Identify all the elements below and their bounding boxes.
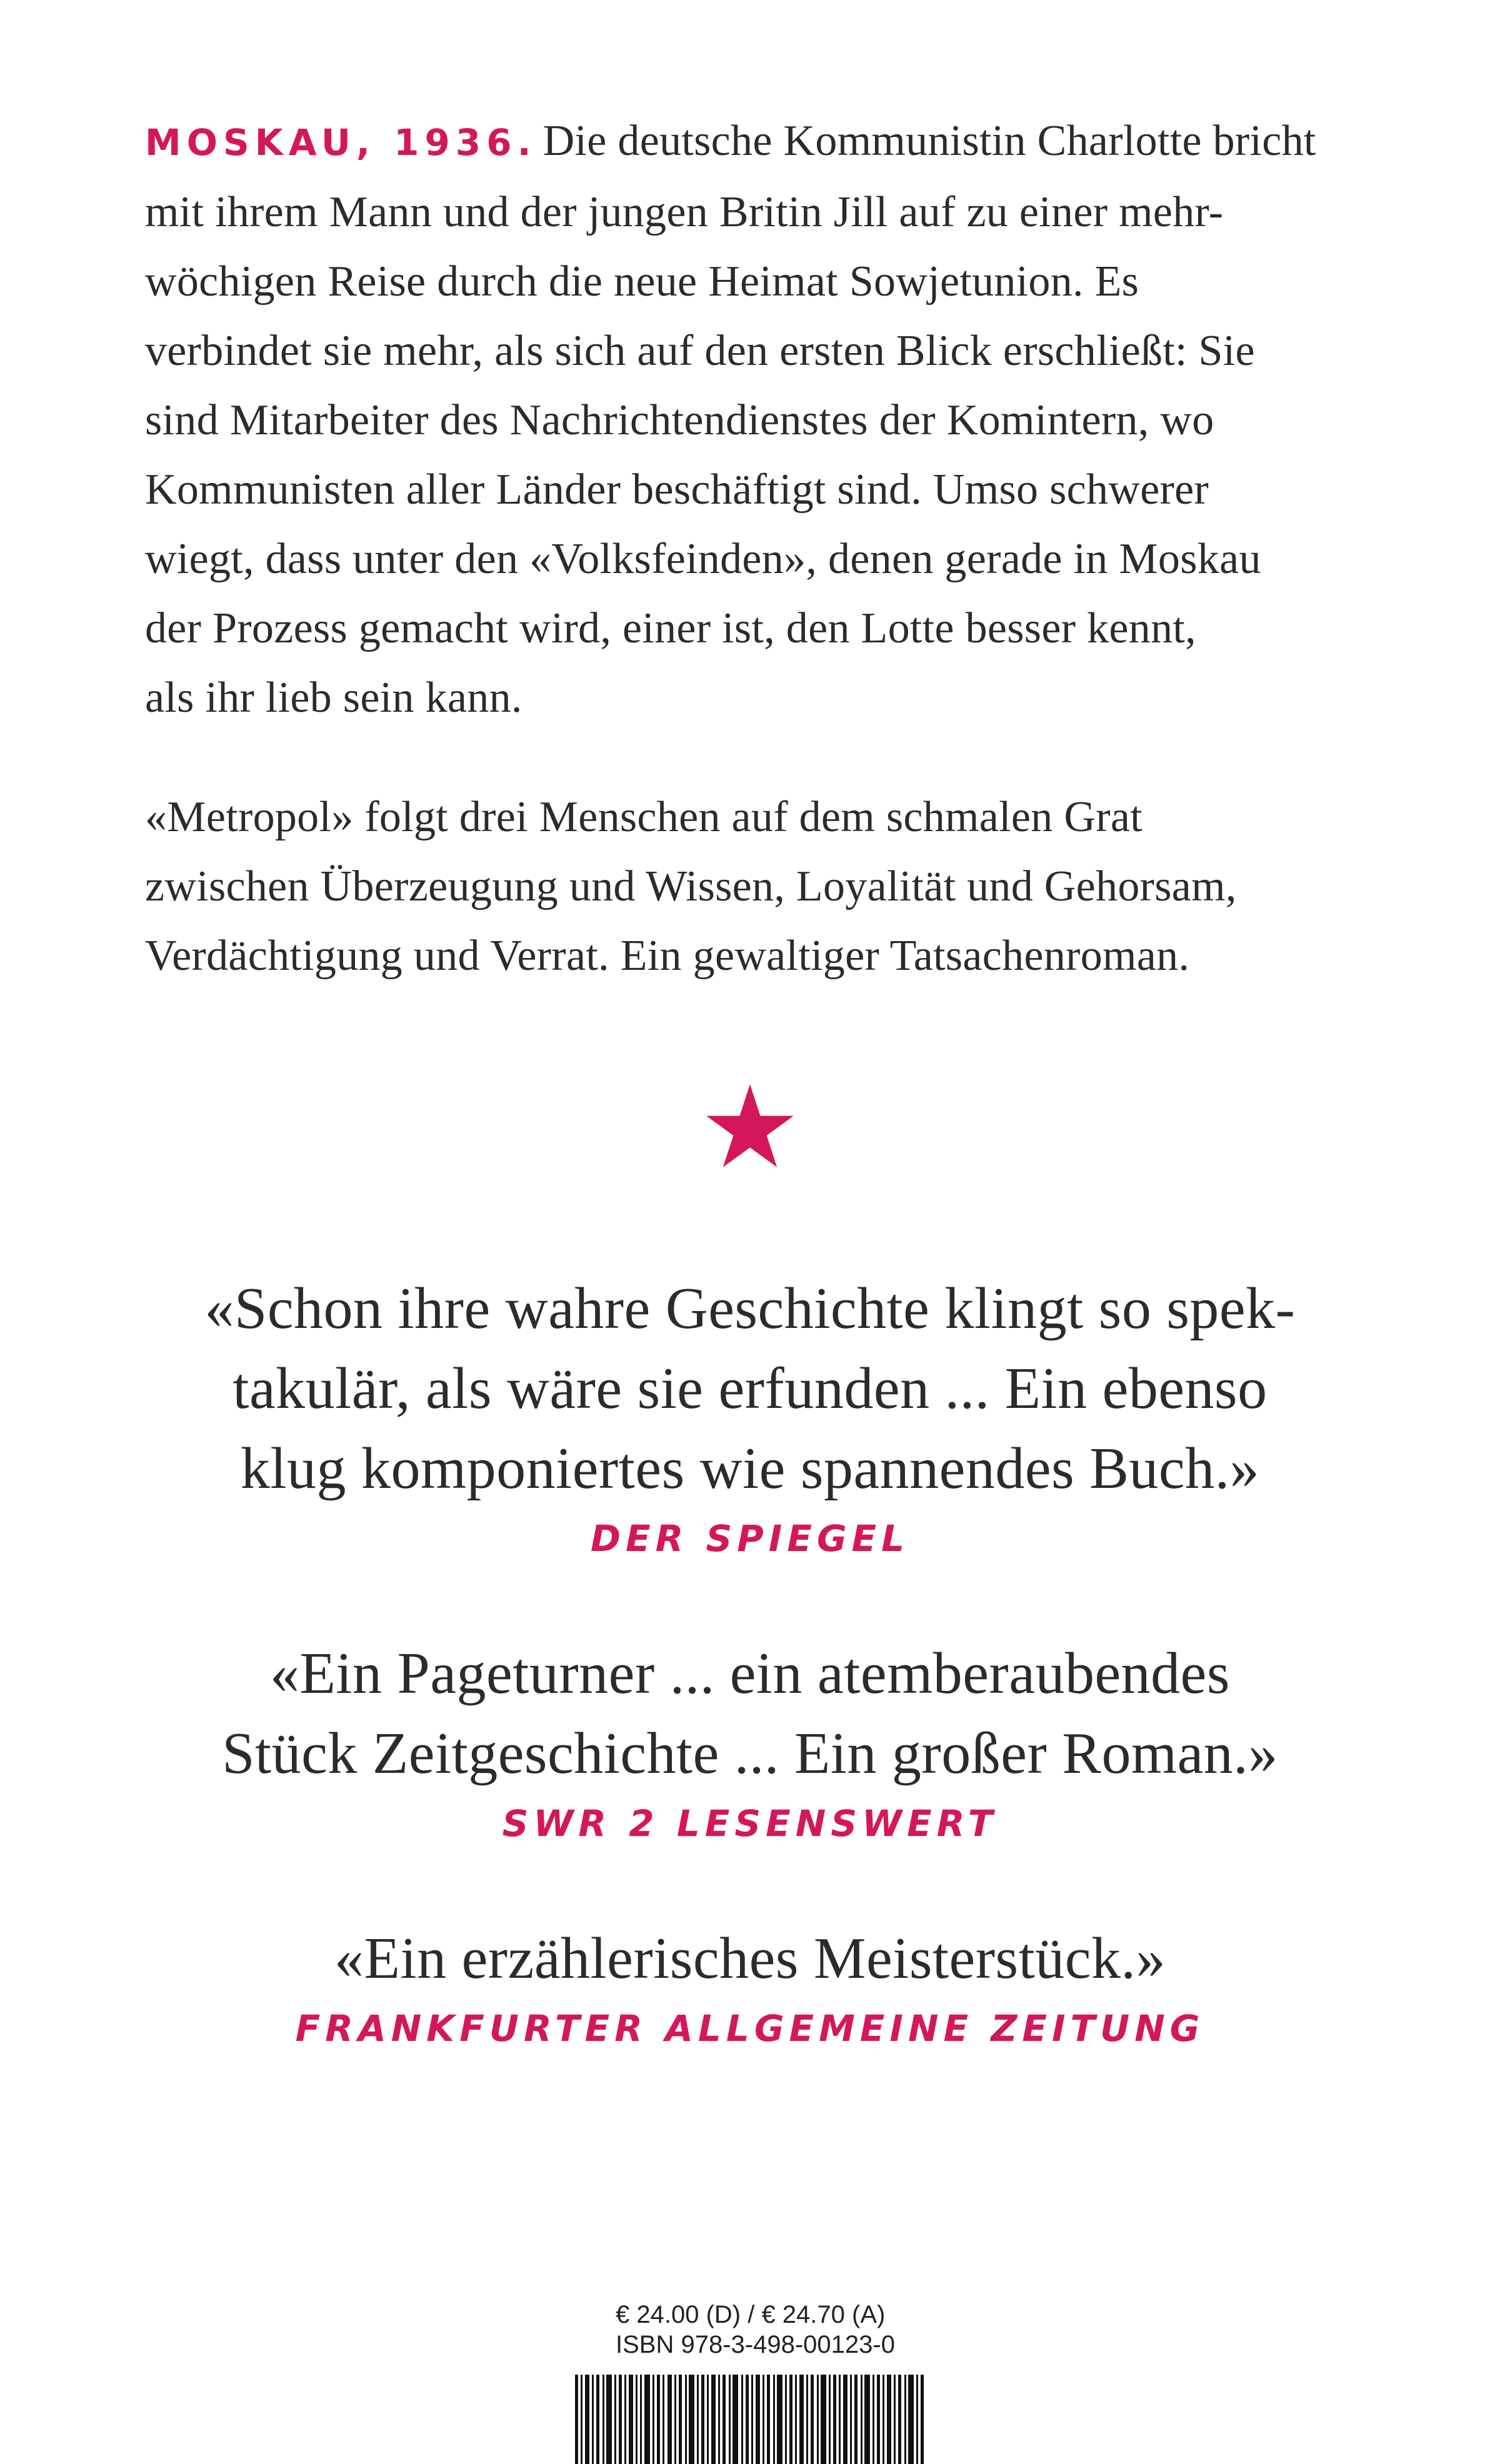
blurb-line: Kommunisten aller Länder beschäftigt sind. Umso schwerer [145, 466, 1209, 514]
quote-source: SWR 2 LESENSWERT [502, 1802, 998, 1845]
blurb-line: wöchigen Reise durch die neue Heimat Sowjetunion. Es [145, 257, 1139, 306]
blurb-paragraph-1 [145, 106, 1370, 732]
blurb-line: sind Mitarbeiter des Nachrichtendienstes der Komintern, wo [145, 396, 1214, 444]
star-icon [706, 1084, 794, 1168]
quote-line: «Ein erzählerisches Meisterstück.» [334, 1926, 1166, 1991]
barcode-image [575, 2375, 925, 2464]
blurb-line: Die deutsche Kommunistin Charlotte bricht [542, 117, 1316, 165]
blurb [145, 106, 1370, 990]
quote-line: «Ein Pageturner ... ein atemberaubendes [270, 1641, 1230, 1706]
price-block [616, 2300, 928, 2360]
quote-line: takulär, als wäre sie erfunden ... Ein ebenso [232, 1356, 1268, 1421]
blurb-line: als ihr lieb sein kann. [145, 674, 522, 722]
blurb-line: verbindet sie mehr, als sich auf den ersten Blick erschließt: Sie [145, 327, 1255, 375]
quote-text [125, 1269, 1375, 1509]
blurb-line: Verdächtigung und Verrat. Ein gewaltiger Tatsachenroman. [145, 932, 1190, 980]
blurb-paragraph-2 [145, 782, 1370, 990]
quote-line: klug komponiertes wie spannendes Buch.» [240, 1436, 1260, 1501]
review-quote [125, 1634, 1375, 1845]
quote-text [125, 1634, 1375, 1793]
review-quote [125, 1269, 1375, 1560]
quote-text [125, 1918, 1375, 1998]
review-quote [125, 1918, 1375, 2050]
lead-in-dateline: MOSKAU, 1936. [145, 121, 537, 164]
blurb-line: «Metropol» folgt drei Menschen auf dem schmalen Grat [145, 793, 1142, 841]
blurb-line: der Prozess gemacht wird, einer ist, den Lotte besser kennt, [145, 604, 1196, 652]
blurb-line: zwischen Überzeugung und Wissen, Loyalität und Gehorsam, [145, 862, 1237, 910]
price-label: € 24.00 (D) / € 24.70 (A) [616, 2301, 886, 2328]
blurb-line: wiegt, dass unter den «Volksfeinden», denen gerade in Moskau [145, 535, 1261, 583]
review-quotes [125, 1269, 1375, 2050]
isbn-label: ISBN 978-3-498-00123-0 [616, 2331, 895, 2358]
quote-source: DER SPIEGEL [590, 1517, 910, 1560]
quote-line: «Schon ihre wahre Geschichte klingt so spek- [204, 1276, 1296, 1341]
quote-line: Stück Zeitgeschichte ... Ein großer Roman.» [222, 1721, 1278, 1786]
quote-source: FRANKFURTER ALLGEMEINE ZEITUNG [295, 2007, 1205, 2050]
blurb-line: mit ihrem Mann und der jungen Britin Jill auf zu einer mehr- [145, 188, 1224, 236]
